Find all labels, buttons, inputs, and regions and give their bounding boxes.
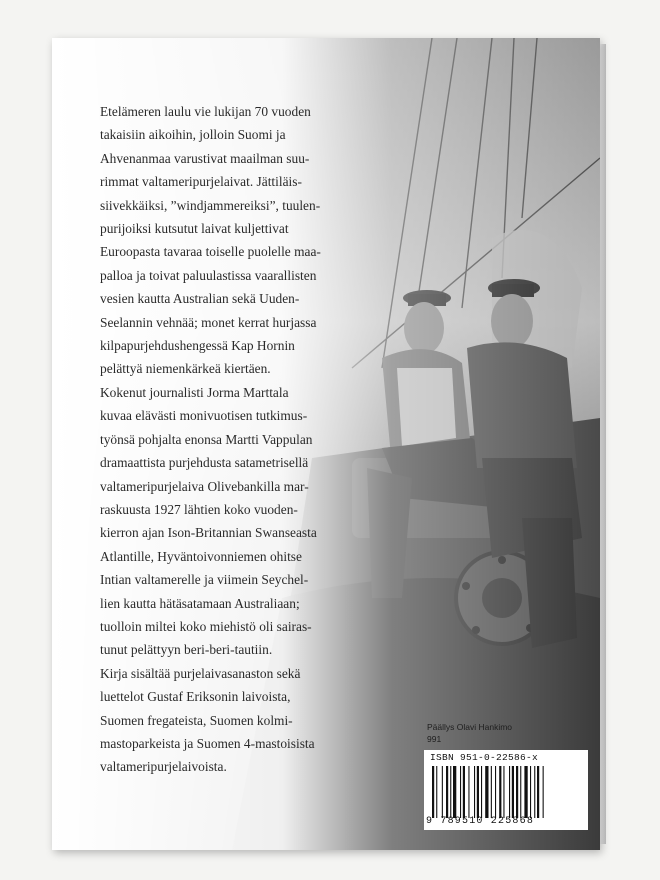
text-line: valtameripurjelaivoista. xyxy=(100,759,227,775)
barcode xyxy=(424,750,588,830)
text-line: lien kautta hätäsatamaan Australiaan; xyxy=(100,595,300,611)
text-line: työnsä pohjalta enonsa Martti Vappulan xyxy=(100,431,313,447)
text-line: tunut pelättyyn beri-beri-tautiin. xyxy=(100,642,273,658)
text-line: tuolloin miltei koko miehistö oli sairas- xyxy=(100,618,312,634)
cover-credit xyxy=(427,721,512,745)
isbn-label: ISBN 951-0-22586-x xyxy=(430,752,539,763)
text-line: luettelot Gustaf Eriksonin laivoista, xyxy=(100,689,291,705)
text-line: Atlantille, Hyväntoivonniemen ohitse xyxy=(100,548,302,564)
text-line: pelättyä niemenkärkeä kiertäen. xyxy=(100,361,271,377)
blurb-text xyxy=(100,100,400,779)
text-line: vesien kautta Australian sekä Uuden- xyxy=(100,291,300,307)
text-line: Intian valtamerelle ja viimein Seychel- xyxy=(100,572,309,588)
cover-designer: Päällys Olavi Hankimo xyxy=(427,722,513,732)
text-line: Ahvenanmaa varustivat maailman suu- xyxy=(100,150,310,166)
blurb-paragraph-3 xyxy=(100,662,400,779)
product-code: 991 xyxy=(427,734,442,744)
blurb-paragraph-2 xyxy=(100,381,400,662)
text-line: raskuusta 1927 lähtien koko vuoden- xyxy=(100,501,298,517)
ean-digits: 9 789510 225868 xyxy=(426,816,535,827)
text-line: purijoiksi kutsutut laivat kuljettivat xyxy=(100,221,289,237)
text-line: kierron ajan Ison-Britannian Swanseasta xyxy=(100,525,317,541)
text-line: Kirja sisältää purjelaivasanaston sekä xyxy=(100,665,301,681)
barcode-bars xyxy=(432,766,582,818)
text-line: siivekkäiksi, ”windjammereiksi”, tuulen- xyxy=(100,197,321,213)
text-line: mastoparkeista ja Suomen 4-mastoisista xyxy=(100,735,315,751)
text-line: dramaattista purjehdusta satametrisellä xyxy=(100,455,309,471)
text-line: kuvaa elävästi monivuotisen tutkimus- xyxy=(100,408,308,424)
text-line: Euroopasta tavaraa toiselle puolelle maa- xyxy=(100,244,321,260)
text-line: Etelämeren laulu vie lukijan 70 vuoden xyxy=(100,104,311,119)
text-line: Seelannin vehnää; monet kerrat hurjassa xyxy=(100,314,317,330)
text-line: valtameripurjelaiva Olivebankilla mar- xyxy=(100,478,309,494)
text-line: Kokenut journalisti Jorma Marttala xyxy=(100,384,289,400)
book-back-cover xyxy=(52,38,600,850)
text-line: Suomen fregateista, Suomen kolmi- xyxy=(100,712,293,728)
text-line: palloa ja toivat paluulastissa vaarallisten xyxy=(100,267,317,283)
text-line: takaisiin aikoihin, jolloin Suomi ja xyxy=(100,127,286,143)
blurb-paragraph-1 xyxy=(100,100,400,381)
text-line: rimmat valtameripurjelaivat. Jättiläis- xyxy=(100,174,302,190)
text-line: kilpapurjehdushengessä Kap Hornin xyxy=(100,338,295,354)
